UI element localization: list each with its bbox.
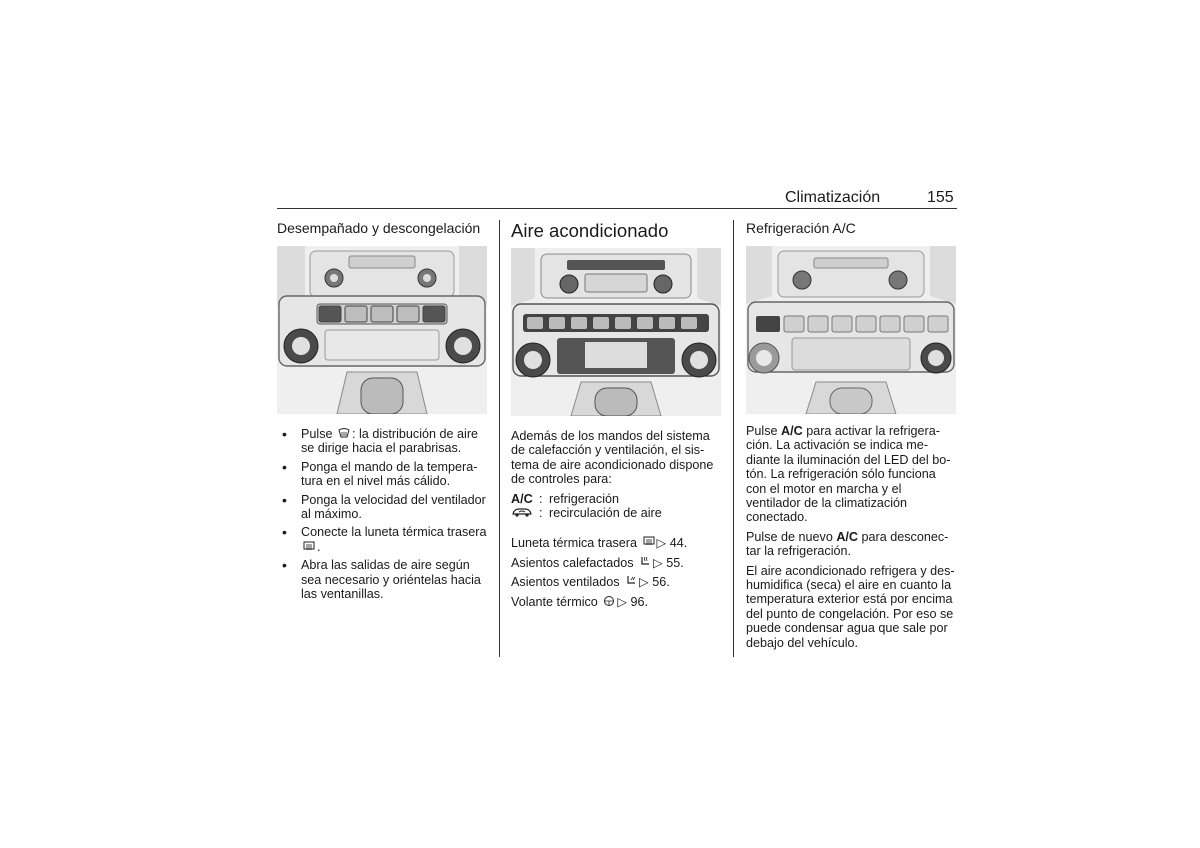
cross-reference: Asientos ventilados ▷ 56. (511, 575, 670, 590)
rear-window-heating-icon (643, 536, 655, 547)
control-row-recirculation: : recirculación de aire (511, 506, 723, 521)
reference-page[interactable]: 44. (669, 536, 688, 551)
reference-page[interactable]: 56. (652, 575, 670, 590)
list-item: • Pulse : la distribución de aire se dirige hacia el parabrisas. (277, 427, 489, 456)
reference-arrow: ▷ (656, 536, 667, 551)
control-label: recirculación de aire (549, 506, 662, 521)
page-number: 155 (927, 189, 954, 206)
climate-panel-figure (746, 246, 956, 414)
column-divider (733, 220, 734, 657)
ac-key: A/C (781, 424, 803, 438)
column-ac-cooling (746, 220, 958, 655)
control-row-ac: A/C : refrigeración (511, 491, 619, 506)
climate-panel-figure (511, 248, 721, 416)
windscreen-defrost-icon (338, 428, 350, 439)
intro-paragraph: Además de los mandos del sistema de calefacción y ventilación, el sistema de aire acondicionado dispone de controles para: (511, 429, 714, 487)
reference-page[interactable]: 55. (666, 555, 684, 570)
header-rule (277, 208, 957, 209)
list-item: • Abra las salidas de aire según sea necesario y oriéntelas hacia las ventanillas. (277, 558, 489, 601)
reference-page[interactable]: 96. (630, 594, 649, 609)
heated-seat-icon (639, 556, 651, 567)
rear-window-heating-icon (303, 541, 315, 552)
column-divider (499, 220, 500, 657)
list-item: • Ponga el mando de la temperatura en el nivel más cálido. (277, 460, 489, 489)
section-heading: Aire acondicionado (511, 220, 669, 241)
instruction-list (277, 427, 489, 601)
paragraph: Pulse de nuevo A/C para desconectar la refrigeración. (746, 529, 949, 559)
ac-key: A/C (511, 491, 533, 506)
ventilated-seat-icon (625, 575, 637, 586)
section-title: Climatización (785, 189, 881, 206)
paragraph: El aire acondicionado refrigera y deshumidifica (seca) el aire en cuanto la temperatura exterior está por encima del punto de congelación. Por eso se puede condensar agua que sale por debajo del vehículo. (746, 563, 955, 650)
section-heading: Desempañado y descongelación (277, 220, 481, 236)
column-defrost (277, 220, 489, 605)
heated-steering-wheel-icon (603, 595, 615, 606)
air-recirculation-icon (511, 506, 533, 518)
cross-reference: Volante térmico ▷ 96. (511, 594, 649, 609)
ac-key: A/C (836, 529, 859, 544)
section-heading: Refrigeración A/C (746, 220, 856, 236)
climate-panel-figure (277, 246, 487, 414)
control-label: refrigeración (549, 491, 619, 506)
column-ac (511, 220, 723, 614)
list-item: • Ponga la velocidad del ventilador al máximo. (277, 493, 489, 522)
paragraph: Pulse A/C para activar la refrigeración. La activación se indica mediante la iluminación del LED del botón. La refrigeración sólo funciona con el motor en marcha y el ventilador de la climatización conectado. (746, 424, 951, 525)
list-item: • Conecte la luneta térmica trasera . (277, 525, 489, 554)
cross-reference: Luneta térmica trasera ▷ 44. (511, 536, 688, 551)
cross-reference: Asientos calefactados ▷ 55. (511, 555, 684, 570)
